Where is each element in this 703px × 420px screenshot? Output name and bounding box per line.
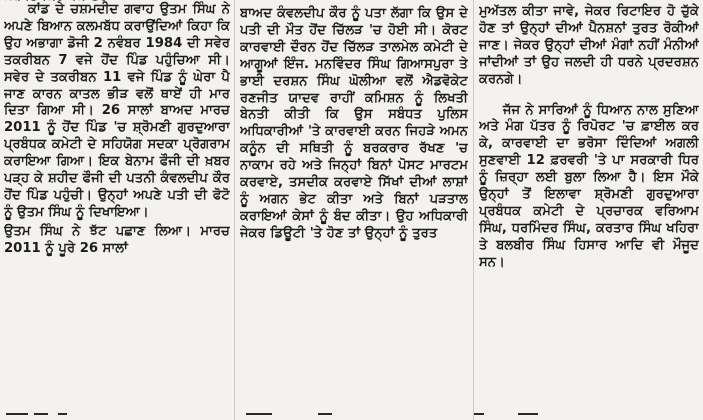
cut-glyph bbox=[474, 413, 484, 415]
next-article-fragment bbox=[0, 410, 703, 420]
cut-glyph bbox=[58, 413, 67, 415]
column-divider bbox=[473, 0, 474, 420]
column-2-paragraph-1: ਬਾਅਦ ਕੰਵਲਦੀਪ ਕੌਰ ਨੂੰ ਪਤਾ ਲੱਗਾ ਕਿ ਉਸ ਦੇ ਪਤੀ ਦੀ ਮੌਤ ਹੋਂਦ ਚਿੱਲੜ 'ਚ ਹੋਈ ਸੀ। ਕੋਰਟ ਕਾਰਵਾਈ ਦੌਰਨ ਹੋਂਦ ਚਿੱਲੜ ਤਾਲਮੇਲ ਕਮੇਟੀ ਦੇ ਆਗੂਆਂ ਇੰਜ. ਮਨਵਿੰਦਰ ਸਿੰਘ ਗਿਆਸਪੁਰਾ ਤੇ ਭਾਈ ਦਰਸ਼ਨ ਸਿੰਘ ਘੋਲੀਆ ਵਲੋਂ ਐਡਵੋਕੇਟ ਰਣਜੀਤ ਯਾਦਵ ਰਾਹੀਂ ਕਮਿਸ਼ਨ ਨੂੰ ਲਿਖਤੀ ਬੇਨਤੀ ਕੀਤੀ ਕਿ ਉਸ ਸਬੰਧਤ ਪੁਲਿਸ ਅਧਿਕਾਰੀਆਂ 'ਤੇ ਕਾਰਵਾਈ ਕਰਨ ਜਿਹੜੇ ਅਮਨ ਕਨੂੰਨ ਦੀ ਸਥਿਤੀ ਨੂੰ ਬਰਕਰਾਰ ਰੱਖਣ 'ਚ ਨਾਕਾਮ ਰਹੇ ਅਤੇ ਜਿਨ੍ਹਾਂ ਬਿਨਾਂ ਪੋਸਟ ਮਾਰਟਮ ਕਰਵਾਏ, ਤਸਦੀਕ ਕਰਵਾਏ ਸਿੱਖਾਂ ਦੀਆਂ ਲਾਸ਼ਾਂ ਨੂੰ ਅਗਨ ਭੇਟ ਕੀਤਾ ਅਤੇ ਬਿਨਾਂ ਪੜਤਾਲ ਕਰਾਇਆਂ ਕੇਸਾਂ ਨੂੰ ਬੰਦ ਕੀਤਾ। ਉਹ ਅਧਿਕਾਰੀ ਜੇਕਰ ਡਿਊਟੀ 'ਤੇ ਹੋਣ ਤਾਂ ਉਨ੍ਹਾਂ ਨੂੰ ਤੁਰਤ bbox=[240, 6, 468, 241]
column-3-paragraph-1: ਮੁਅੱਤਲ ਕੀਤਾ ਜਾਵੇ, ਜੇਕਰ ਰਿਟਾਇਰ ਹੋ ਚੁੱਕੇ ਹੋਣ ਤਾਂ ਉਨ੍ਹਾਂ ਦੀਆਂ ਪੈਨਸ਼ਨਾਂ ਤੁਰਤ ਰੋਕੀਆਂ ਜਾਣ। ਜੇਕਰ ਉਨ੍ਹਾਂ ਦੀਆਂ ਮੰਗਾਂ ਨਹੀਂ ਮੰਨੀਆਂ ਜਾਂਦੀਆਂ ਤਾਂ ਉਹ ਜਲਦੀ ਹੀ ਧਰਨੇ ਪ੍ਰਦਰਸ਼ਨ ਕਰਨਗੇ। bbox=[479, 4, 699, 87]
column-1-paragraph-1: ਕਾਂਡ ਦੇ ਚਸ਼ਮਦੀਦ ਗਵਾਹ ਉਤਮ ਸਿੰਘ ਨੇ ਅਪਣੇ ਬਿਆਨ ਕਲਮਬੱਧ ਕਰਾਉਂਦਿਆਂ ਕਿਹਾ ਕਿ ਉਹ ਅਭਾਗਾ ਡੋਜੀ 2 ਨਵੰਬਰ 1984 ਦੀ ਸਵੇਰ ਤਕਰੀਬਨ 7 ਵਜੇ ਹੋਂਦ ਪਿੰਡ ਪਹੁੰਚਿਆ ਸੀ। ਸਵੇਰ ਦੇ ਤਕਰੀਬਨ 11 ਵਜੇ ਪਿੰਡ ਨੂੰ ਘੇਰਾ ਪੈ ਜਾਣ ਕਾਰਨ ਕਾਤਲ ਭੀੜ ਵਲੋਂ ਥਾਏਂ ਹੀ ਮਾਰ ਦਿਤਾ ਗਿਆ ਸੀ। 26 ਸਾਲਾਂ ਬਾਅਦ ਮਾਰਚ 2011 ਨੂੰ ਹੋਂਦ ਪਿੰਡ 'ਚ ਸ਼੍ਰੋਮਣੀ ਗੁਰਦੁਆਰਾ ਪ੍ਰਬੰਧਕ ਕਮੇਟੀ ਦੇ ਸਹਿਯੋਗ ਸਦਕਾ ਪ੍ਰੋਗਰਾਮ ਕਰਾਇਆ ਗਿਆ। ਇਕ ਬੇਨਾਮ ਫੌਜੀ ਦੀ ਖ਼ਬਰ ਪੜ੍ਹ ਕੇ ਸ਼ਹੀਦ ਫੌਜੀ ਦੀ ਪਤਨੀ ਕੰਵਲਦੀਪ ਕੌਰ ਹੋਂਦ ਪਿੰਡ ਪਹੁੰਚੀ। ਉਨ੍ਹਾਂ ਅਪਣੇ ਪਤੀ ਦੀ ਫੋਟੋ ਨੂੰ ਉਤਮ ਸਿੰਘ ਨੂੰ ਦਿਖਾਇਆ। bbox=[4, 2, 230, 220]
cut-glyph bbox=[34, 413, 48, 415]
cut-glyph bbox=[246, 413, 272, 415]
cut-glyph bbox=[518, 413, 538, 415]
article-column-2 bbox=[240, 0, 468, 420]
article-column-1 bbox=[4, 0, 230, 420]
article-column-3 bbox=[479, 0, 699, 420]
column-divider bbox=[234, 0, 235, 420]
cut-glyph bbox=[6, 413, 28, 415]
cut-glyph bbox=[318, 413, 332, 415]
column-1-paragraph-2: ਉਤਮ ਸਿੰਘ ਨੇ ਝੱਟ ਪਛਾਣ ਲਿਆ। ਮਾਰਚ 2011 ਨੂੰ ਪੂਰੇ 26 ਸਾਲਾਂ bbox=[4, 223, 230, 256]
column-3-paragraph-2: ਜੱਜ ਨੇ ਸਾਰਿਆਂ ਨੂੰ ਧਿਆਨ ਨਾਲ ਸੁਣਿਆ ਅਤੇ ਮੰਗ ਪੱਤਰ ਨੂੰ ਰਿਪੋਰਟ 'ਚ ਫ਼ਾਈਲ ਕਰ ਕੇ, ਕਾਰਵਾਈ ਦਾ ਭਰੋਸਾ ਦਿੰਦਿਆਂ ਅਗਲੀ ਸੁਣਵਾਈ 12 ਫ਼ਰਵਰੀ 'ਤੇ ਪਾ ਸਰਕਾਰੀ ਧਿਰ ਨੂੰ ਜ਼ਿਰ੍ਹਾ ਲਈ ਬੁਲਾ ਲਿਆ ਹੈ। ਇਸ ਮੌਕੇ ਉਨ੍ਹਾਂ ਤੋਂ ਇਲਾਵਾ ਸ਼੍ਰੋਮਣੀ ਗੁਰਦੁਆਰਾ ਪ੍ਰਬੰਧਕ ਕਮੇਟੀ ਦੇ ਪ੍ਰਚਾਰਕ ਵਰਿਆਮ ਸਿੰਘ, ਧਰਮਿੰਦਰ ਸਿੰਘ, ਕਰਤਾਰ ਸਿੰਘ ਖਹਿਰਾ ਤੇ ਬਲਬੀਰ ਸਿੰਘ ਹਿਸਾਰ ਆਦਿ ਵੀ ਮੌਜੂਦ ਸਨ। bbox=[479, 102, 699, 270]
